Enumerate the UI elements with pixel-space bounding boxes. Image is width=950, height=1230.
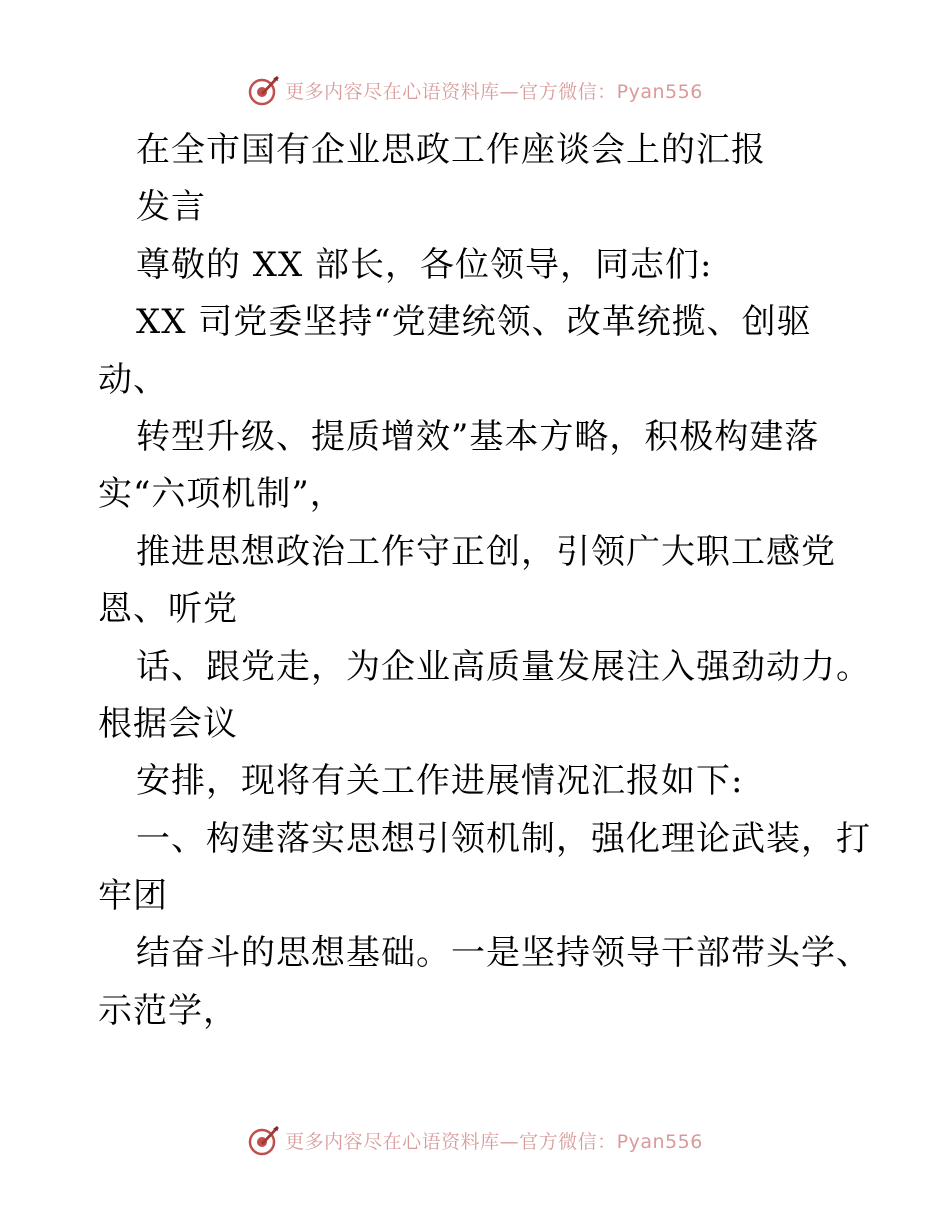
- text-line: 示范学，: [98, 990, 238, 1031]
- text-line: 尊敬的 XX 部长，各位领导，同志们:: [136, 244, 713, 285]
- text-line: 实“六项机制”，: [98, 474, 345, 515]
- text-line: 安排，现将有关工作进展情况汇报如下:: [136, 761, 744, 802]
- watermark-text: 更多内容尽在心语资料库—官方微信：Pyan556: [285, 1130, 703, 1153]
- text-line: 一、构建落实思想引领机制，强化理论武装，打: [136, 818, 871, 859]
- text-line: 根据会议: [98, 703, 238, 744]
- text-line: 结奋斗的思想基础。一是坚持领导干部带头学、: [136, 933, 871, 974]
- text-line: 转型升级、提质增效”基本方略，积极构建落: [136, 416, 820, 457]
- watermark-header: [0, 70, 950, 110]
- text-line: 发言: [136, 187, 206, 228]
- text-line: 恩、听党: [98, 589, 238, 630]
- text-line: 话、跟党走，为企业高质量发展注入强劲动力。: [136, 646, 871, 687]
- document-body: [98, 122, 898, 1040]
- quill-pen-logo-icon: [247, 73, 281, 107]
- text-line: 在全市国有企业思政工作座谈会上的汇报: [136, 130, 766, 170]
- text-line: 动、: [98, 359, 168, 400]
- text-line: 推进思想政治工作守正创，引领广大职工感党: [136, 531, 836, 572]
- watermark-footer: [0, 1120, 950, 1160]
- quill-pen-logo-icon: [247, 1123, 281, 1157]
- text-line: XX 司党委坚持“党建统领、改革统揽、创驱: [136, 302, 812, 343]
- text-line: 牢团: [98, 876, 168, 917]
- watermark-text: 更多内容尽在心语资料库—官方微信：Pyan556: [285, 80, 703, 103]
